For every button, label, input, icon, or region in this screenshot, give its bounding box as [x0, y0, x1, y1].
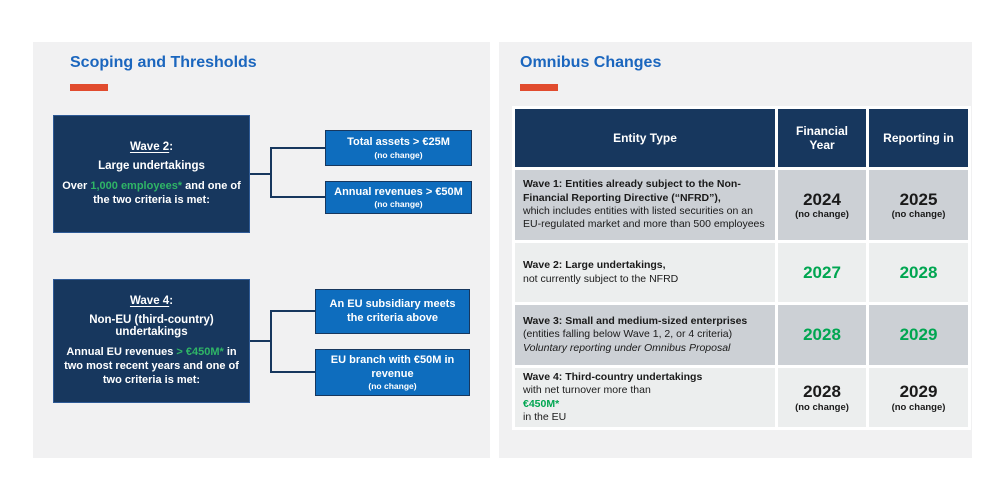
criteria-note: (no change) — [374, 199, 423, 210]
criteria-label: Total assets > €25M — [347, 136, 450, 149]
table-row-wave3-financial-year: 2028 — [778, 305, 866, 365]
connector-line — [270, 310, 272, 373]
criteria-box-eu-branch — [315, 349, 470, 396]
table-row-wave2-reporting-in: 2028 — [869, 243, 968, 302]
connector-line — [272, 196, 325, 198]
criteria-box-eu-subsidiary — [315, 289, 470, 334]
table-row-wave2-financial-year: 2027 — [778, 243, 866, 302]
column-header-entity-type: Entity Type — [515, 109, 775, 167]
scoping-thresholds-panel — [33, 42, 490, 458]
table-row-wave1-entity: Wave 1: Entities already subject to the Non-Financial Reporting Directive (“NFRD”), which includes entities with listed securities on an EU-regulated market and more than 500 employees — [515, 170, 775, 240]
connector-line — [250, 173, 272, 175]
criteria-label: Annual revenues > €50M — [334, 185, 463, 198]
column-header-financial-year: Financial Year — [778, 109, 866, 167]
omnibus-table — [512, 106, 971, 430]
connector-line — [272, 371, 315, 373]
scoping-thresholds-title: Scoping and Thresholds — [70, 54, 257, 71]
criteria-box-annual-revenues — [325, 181, 472, 214]
criteria-label: An EU subsidiary meets the criteria above — [329, 297, 456, 324]
wave2-box — [53, 115, 250, 233]
column-header-reporting-in: Reporting in — [869, 109, 968, 167]
table-row-wave4-reporting-in: 2029 (no change) — [869, 368, 968, 427]
connector-line — [272, 310, 315, 312]
criteria-note: (no change) — [374, 149, 423, 160]
wave2-subheading: Large undertakings — [98, 159, 205, 172]
table-row-wave1-reporting-in: 2025 (no change) — [869, 170, 968, 240]
table-row-wave2-entity: Wave 2: Large undertakings, not currently subject to the NFRD — [515, 243, 775, 302]
wave4-subheading: Non-EU (third-country) undertakings — [89, 313, 214, 338]
connector-line — [272, 147, 325, 149]
table-row-wave1-financial-year: 2024 (no change) — [778, 170, 866, 240]
criteria-note: (no change) — [368, 381, 417, 392]
wave2-heading: Wave 2: — [129, 140, 174, 153]
wave4-body: Annual EU revenues > €450M* in two most recent years and one of two criteria is met: — [64, 345, 239, 387]
title-underline-bar — [520, 84, 558, 91]
wave2-body: Over 1,000 employees* and one of the two criteria is met: — [62, 179, 241, 206]
omnibus-changes-title: Omnibus Changes — [520, 54, 662, 71]
connector-line — [270, 147, 272, 198]
connector-line — [250, 340, 272, 342]
wave4-heading: Wave 4: — [129, 294, 174, 307]
table-row-wave4-financial-year: 2028 (no change) — [778, 368, 866, 427]
table-row-wave3-reporting-in: 2029 — [869, 305, 968, 365]
criteria-label: EU branch with €50M in revenue — [330, 353, 455, 380]
wave4-box — [53, 279, 250, 403]
table-row-wave4-entity: Wave 4: Third-country undertakings with net turnover more than €450M* in the EU — [515, 368, 775, 427]
omnibus-changes-panel — [499, 42, 972, 458]
table-row-wave3-entity: Wave 3: Small and medium-sized enterprises (entities falling below Wave 1, 2, or 4 criteria) Voluntary reporting under Omnibus Proposal — [515, 305, 775, 365]
criteria-box-total-assets — [325, 130, 472, 166]
title-underline-bar — [70, 84, 108, 91]
